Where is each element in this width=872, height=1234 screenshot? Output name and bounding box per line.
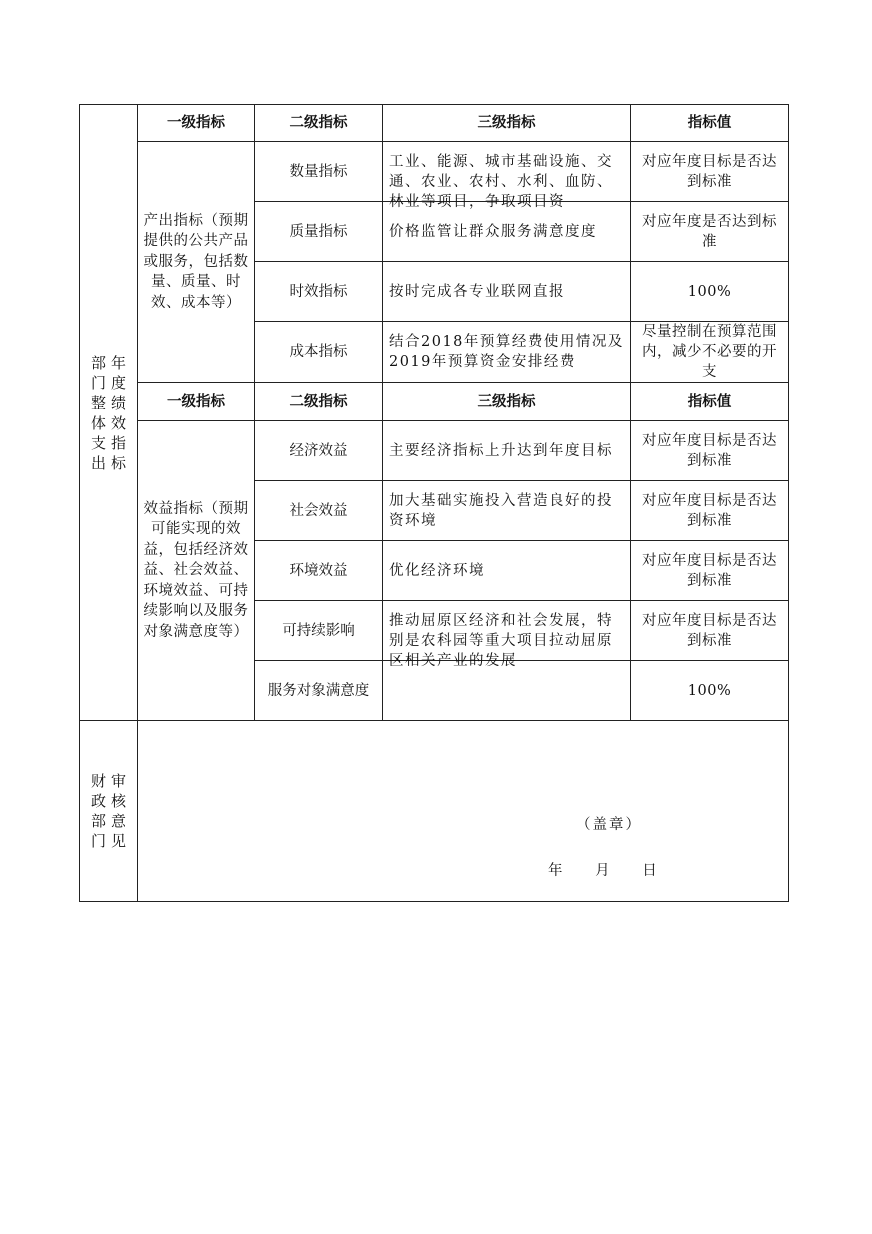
level3-cell: 加大基础实施投入营造良好的投资环境 — [383, 481, 631, 541]
side-label-review — [80, 721, 138, 902]
header-level3: 三级指标 — [383, 105, 631, 142]
header-level2: 二级指标 — [255, 383, 383, 421]
header-value: 指标值 — [631, 105, 789, 142]
value-cell: 对应年度目标是否达到标准 — [631, 601, 789, 661]
header-level1: 一级指标 — [138, 383, 255, 421]
header-row — [80, 105, 789, 142]
level3-cell: 工业、能源、城市基础设施、交通、农业、农村、水利、血防、林业等项目，争取项目资 — [383, 142, 631, 202]
header-row — [80, 383, 789, 421]
level2-cell: 数量指标 — [255, 142, 383, 202]
header-level1: 一级指标 — [138, 105, 255, 142]
review-label-col-left: 财 政 部 门 — [90, 772, 106, 850]
level2-cell: 时效指标 — [255, 262, 383, 322]
table-row — [80, 142, 789, 202]
side-label-performance — [80, 105, 138, 721]
stamp-label: （盖章） — [576, 817, 642, 833]
level3-cell: 按时完成各专业联网直报 — [383, 262, 631, 322]
performance-indicator-table — [79, 104, 789, 902]
header-value: 指标值 — [631, 383, 789, 421]
level2-cell: 成本指标 — [255, 322, 383, 383]
level2-cell: 可持续影响 — [255, 601, 383, 661]
review-label-col-right: 审 核 意 见 — [111, 772, 127, 850]
output-category-text: 产出指标（预期提供的公共产品或服务，包括数量、质量、时效、成本等） — [143, 212, 249, 311]
level2-cell: 服务对象满意度 — [255, 661, 383, 721]
level2-cell: 环境效益 — [255, 541, 383, 601]
date-label: 年 月 日 — [548, 863, 657, 879]
benefit-category-cell — [138, 421, 255, 721]
table-row — [80, 421, 789, 481]
output-category-cell — [138, 142, 255, 383]
header-level3: 三级指标 — [383, 383, 631, 421]
level2-cell: 社会效益 — [255, 481, 383, 541]
header-level2: 二级指标 — [255, 105, 383, 142]
value-cell: 尽量控制在预算范围内，减少不必要的开支 — [631, 322, 789, 383]
review-row — [80, 721, 789, 902]
level3-cell: 结合2018年预算经费使用情况及2019年预算资金安排经费 — [383, 322, 631, 383]
benefit-category-text: 效益指标（预期可能实现的效益，包括经济效益、社会效益、环境效益、可持续影响以及服务对象满意度等） — [143, 500, 249, 640]
level2-cell: 经济效益 — [255, 421, 383, 481]
side-label-col-left: 部 门 整 体 支 出 — [90, 353, 106, 472]
review-opinion-cell — [138, 721, 789, 902]
level3-cell: 主要经济指标上升达到年度目标 — [383, 421, 631, 481]
level3-cell: 优化经济环境 — [383, 541, 631, 601]
value-cell: 对应年度是否达到标准 — [631, 202, 789, 262]
performance-table-sheet — [79, 104, 788, 901]
level2-cell: 质量指标 — [255, 202, 383, 262]
level3-cell: 价格监管让群众服务满意度度 — [383, 202, 631, 262]
value-cell: 对应年度目标是否达到标准 — [631, 142, 789, 202]
value-cell: 100% — [631, 661, 789, 721]
value-cell: 对应年度目标是否达到标准 — [631, 421, 789, 481]
value-cell: 对应年度目标是否达到标准 — [631, 541, 789, 601]
side-label-col-right: 年 度 绩 效 指 标 — [111, 353, 127, 472]
value-cell: 对应年度目标是否达到标准 — [631, 481, 789, 541]
level3-cell: 推动屈原区经济和社会发展，特别是农科园等重大项目拉动屈原区相关产业的发展 — [383, 601, 631, 661]
value-cell: 100% — [631, 262, 789, 322]
